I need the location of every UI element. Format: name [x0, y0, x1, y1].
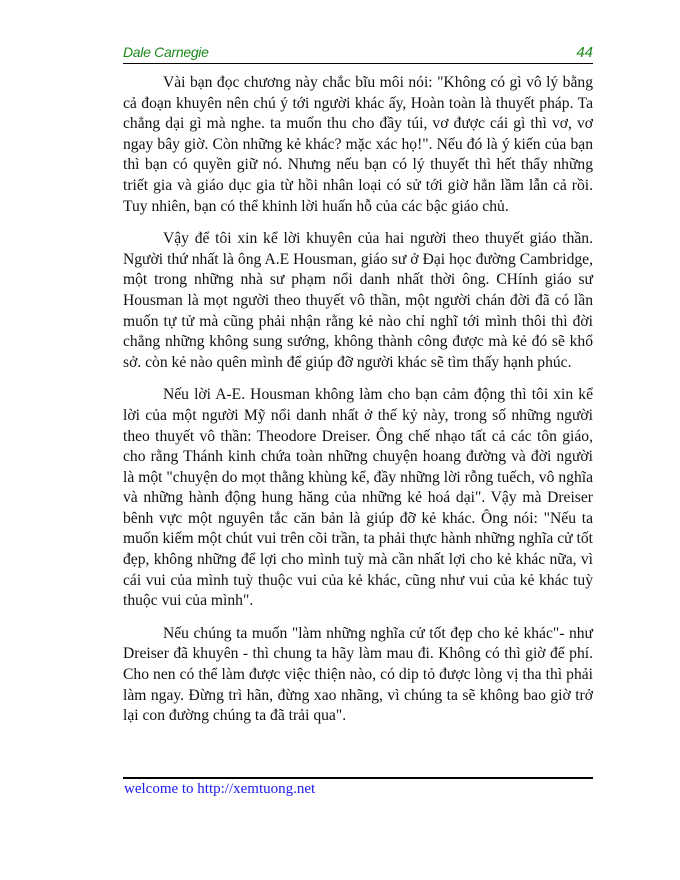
document-body	[123, 73, 593, 739]
paragraph-1: Vài bạn đọc chương này chắc bĩu môi nói: "Không có gì vô lý bằng cả đoạn khuyên nên chú ý tới người khác ấy, Hoàn toàn là thuyết pháp. Ta chẳng dại gì mà nghe. ta muốn thu cho đầy túi, vơ được cái gì thì vơ, vơ ngay bây giờ. Còn những kẻ khác? mặc xác họ!". Nếu đó là ý kiến của bạn thì bạn có quyền giữ nó. Nhưng nếu bạn có lý thuyết thì hết thẩy những triết gia và giáo dục gia từ hồi nhân loại có sử tới giờ hẳn lầm lẫn cả rồi. Tuy nhiên, bạn có thể khinh lời huấn hỗ của các bậc giáo chủ.	[123, 74, 593, 215]
page-header	[123, 44, 593, 62]
paragraph-3: Nếu lời A-E. Housman không làm cho bạn cảm động thì tôi xin kể lời của một người Mỹ nổi danh nhất ở thế kỷ này, trong số những người theo thuyết vô thần: Theodore Dreiser. Ông chế nhạo tất cả các tôn giáo, cho rằng Thánh kinh chứa toàn những chuyện hoang đường và đời người là một "chuyện do mọt thằng khùng kể, đầy những lời rỗng tuếch, vô nghĩa và những hành động hung hăng của những kẻ hoá dại". Vậy mà Dreiser bênh vực một nguyên tắc căn bản là giúp đỡ kẻ khác. Ông nói: "Nếu ta muốn kiếm một chút vui trên cõi trần, ta phải thực hành những nghĩa cử tốt đẹp, không những để lợi cho mình tuỳ mà cần nhất lợi cho kẻ khác nữa, vì cái vui của mình tuỳ thuộc vui của kẻ khác, cũng như vui của kẻ khác tuỳ thuộc vui của mình".	[123, 386, 593, 610]
header-author: Dale Carnegie	[123, 44, 209, 60]
footer-divider	[123, 777, 593, 779]
footer-website-link[interactable]: welcome to http://xemtuong.net	[124, 781, 316, 797]
page-number: 44	[576, 44, 593, 61]
paragraph-4: Nếu chúng ta muốn "làm những nghĩa cử tốt đẹp cho kẻ khác"- như Dreiser đã khuyên - thì chung ta hãy làm mau đi. Không có thì giờ để phí. Cho nen có thể làm được việc thiện nào, có dip tỏ được lòng vị tha thì phải làm ngay. Đừng trì hãn, đừng xao nhãng, vì chúng ta sẽ không bao giờ trở lại con đường chúng ta đã trải qua".	[123, 624, 593, 725]
header-divider	[123, 63, 593, 64]
paragraph-2: Vậy để tôi xin kể lời khuyên của hai người theo thuyết giáo thần. Người thứ nhất là ông A.E Housman, giáo sư ở Đại học đường Cambridge, một trong những nhà sư phạm nổi danh nhất thời ông. CHính giáo sư Housman là mọt người theo thuyết vô thần, một người chán đời đã có lần muốn tự tử mà cũng phải nhận rằng kẻ nào chỉ nghĩ tới mình thôi thì đời chẳng những không sung sướng, không thành công được mà kẻ đó sẽ khổ sở. còn kẻ nào quên mình để giúp đỡ người khác sẽ tìm thấy hạnh phúc.	[123, 230, 593, 371]
